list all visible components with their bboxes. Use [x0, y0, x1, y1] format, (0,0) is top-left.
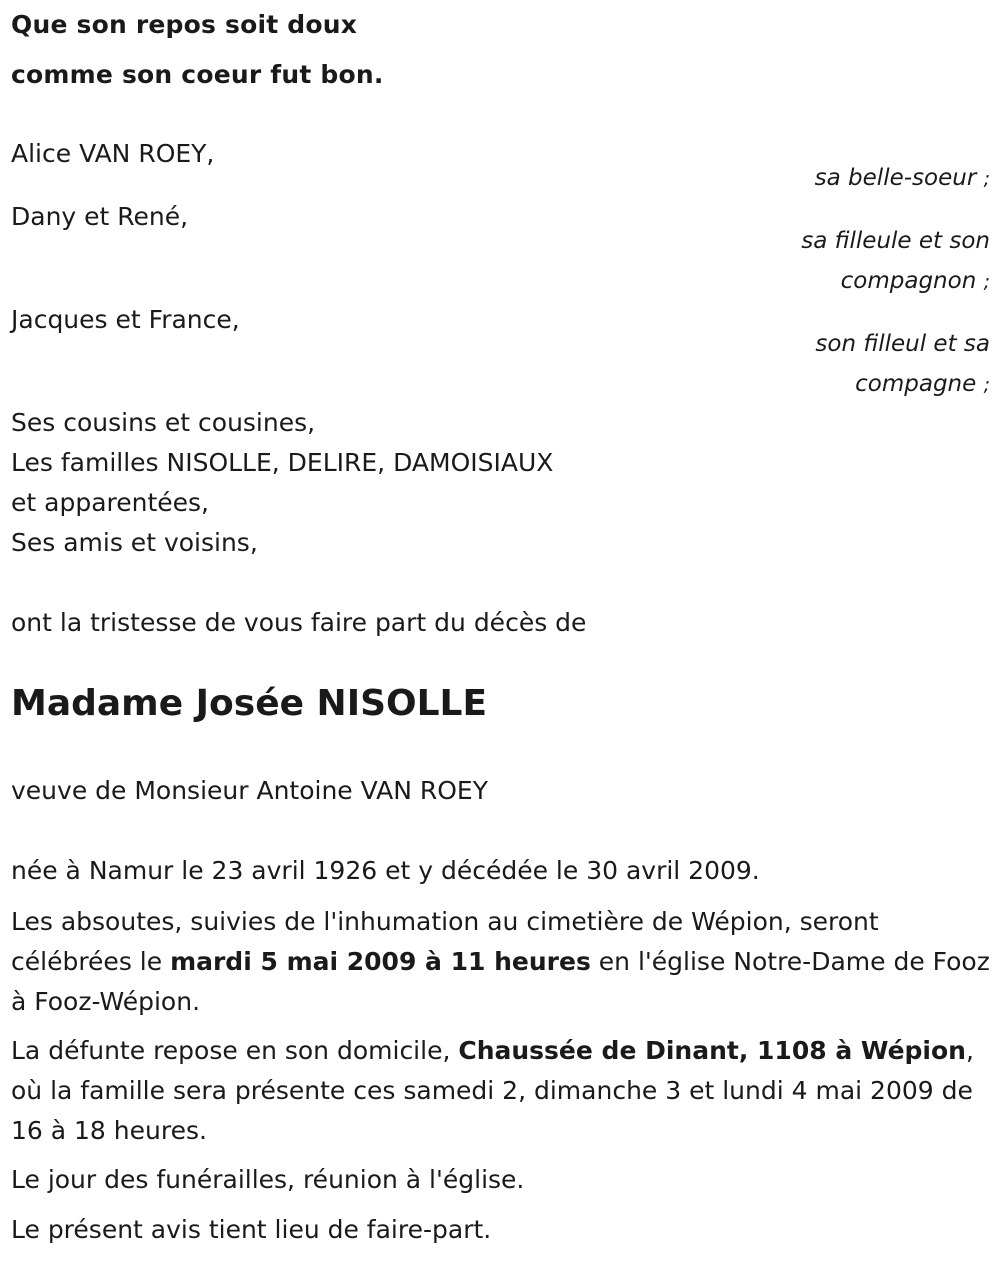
others-line-1: Ses cousins et cousines,: [11, 408, 316, 437]
funeral-day: Le jour des funérailles, réunion à l'église.: [11, 1165, 525, 1194]
repose-text-pre: La défunte repose en son domicile,: [11, 1036, 459, 1065]
widow-of: veuve de Monsieur Antoine VAN ROEY: [11, 776, 489, 805]
family-relation-3: [790, 324, 990, 405]
ceremony-text-post: en l'église Notre-Dame de Fooz à Fooz-Wépion.: [11, 947, 990, 1016]
birth-death: née à Namur le 23 avril 1926 et y décédée le 30 avril 2009.: [11, 856, 760, 885]
family-relation-2: [770, 221, 990, 302]
family-name-1: Alice VAN ROEY,: [11, 139, 215, 168]
ceremony-paragraph: [11, 902, 996, 1022]
others-line-3: et apparentées,: [11, 488, 209, 517]
family-relation-3-text: son filleul et sa compagne: [815, 331, 990, 397]
repose-text-post: , où la famille sera présente ces samedi 2, dimanche 3 et lundi 4 mai 2009 de 16 à 18 heures.: [11, 1036, 974, 1145]
family-relation-1-text: sa belle-soeur: [814, 165, 977, 191]
notice: Le présent avis tient lieu de faire-part.: [11, 1215, 492, 1244]
others-line-2: Les familles NISOLLE, DELIRE, DAMOISIAUX: [11, 448, 554, 477]
repose-paragraph: [11, 1031, 996, 1151]
family-name-3: Jacques et France,: [11, 305, 240, 334]
ceremony-date: mardi 5 mai 2009 à 11 heures: [170, 947, 591, 976]
ceremony-text-pre: Les absoutes, suivies de l'inhumation au cimetière de Wépion, seront célébrées le: [11, 907, 879, 976]
family-relation-2-suffix: ;: [983, 271, 990, 293]
epigraph-line-2: comme son coeur fut bon.: [11, 60, 384, 89]
announcement: ont la tristesse de vous faire part du décès de: [11, 608, 587, 637]
epigraph-line-1: Que son repos soit doux: [11, 10, 358, 39]
family-relation-2-text: sa filleule et son compagnon: [801, 228, 990, 294]
family-relation-3-suffix: ;: [983, 374, 990, 396]
others-line-4: Ses amis et voisins,: [11, 528, 258, 557]
family-name-2: Dany et René,: [11, 202, 189, 231]
family-relation-1: [750, 158, 990, 199]
repose-address: Chaussée de Dinant, 1108 à Wépion: [458, 1036, 966, 1065]
family-relation-1-suffix: ;: [983, 168, 990, 190]
deceased-name: Madame Josée NISOLLE: [11, 683, 488, 724]
